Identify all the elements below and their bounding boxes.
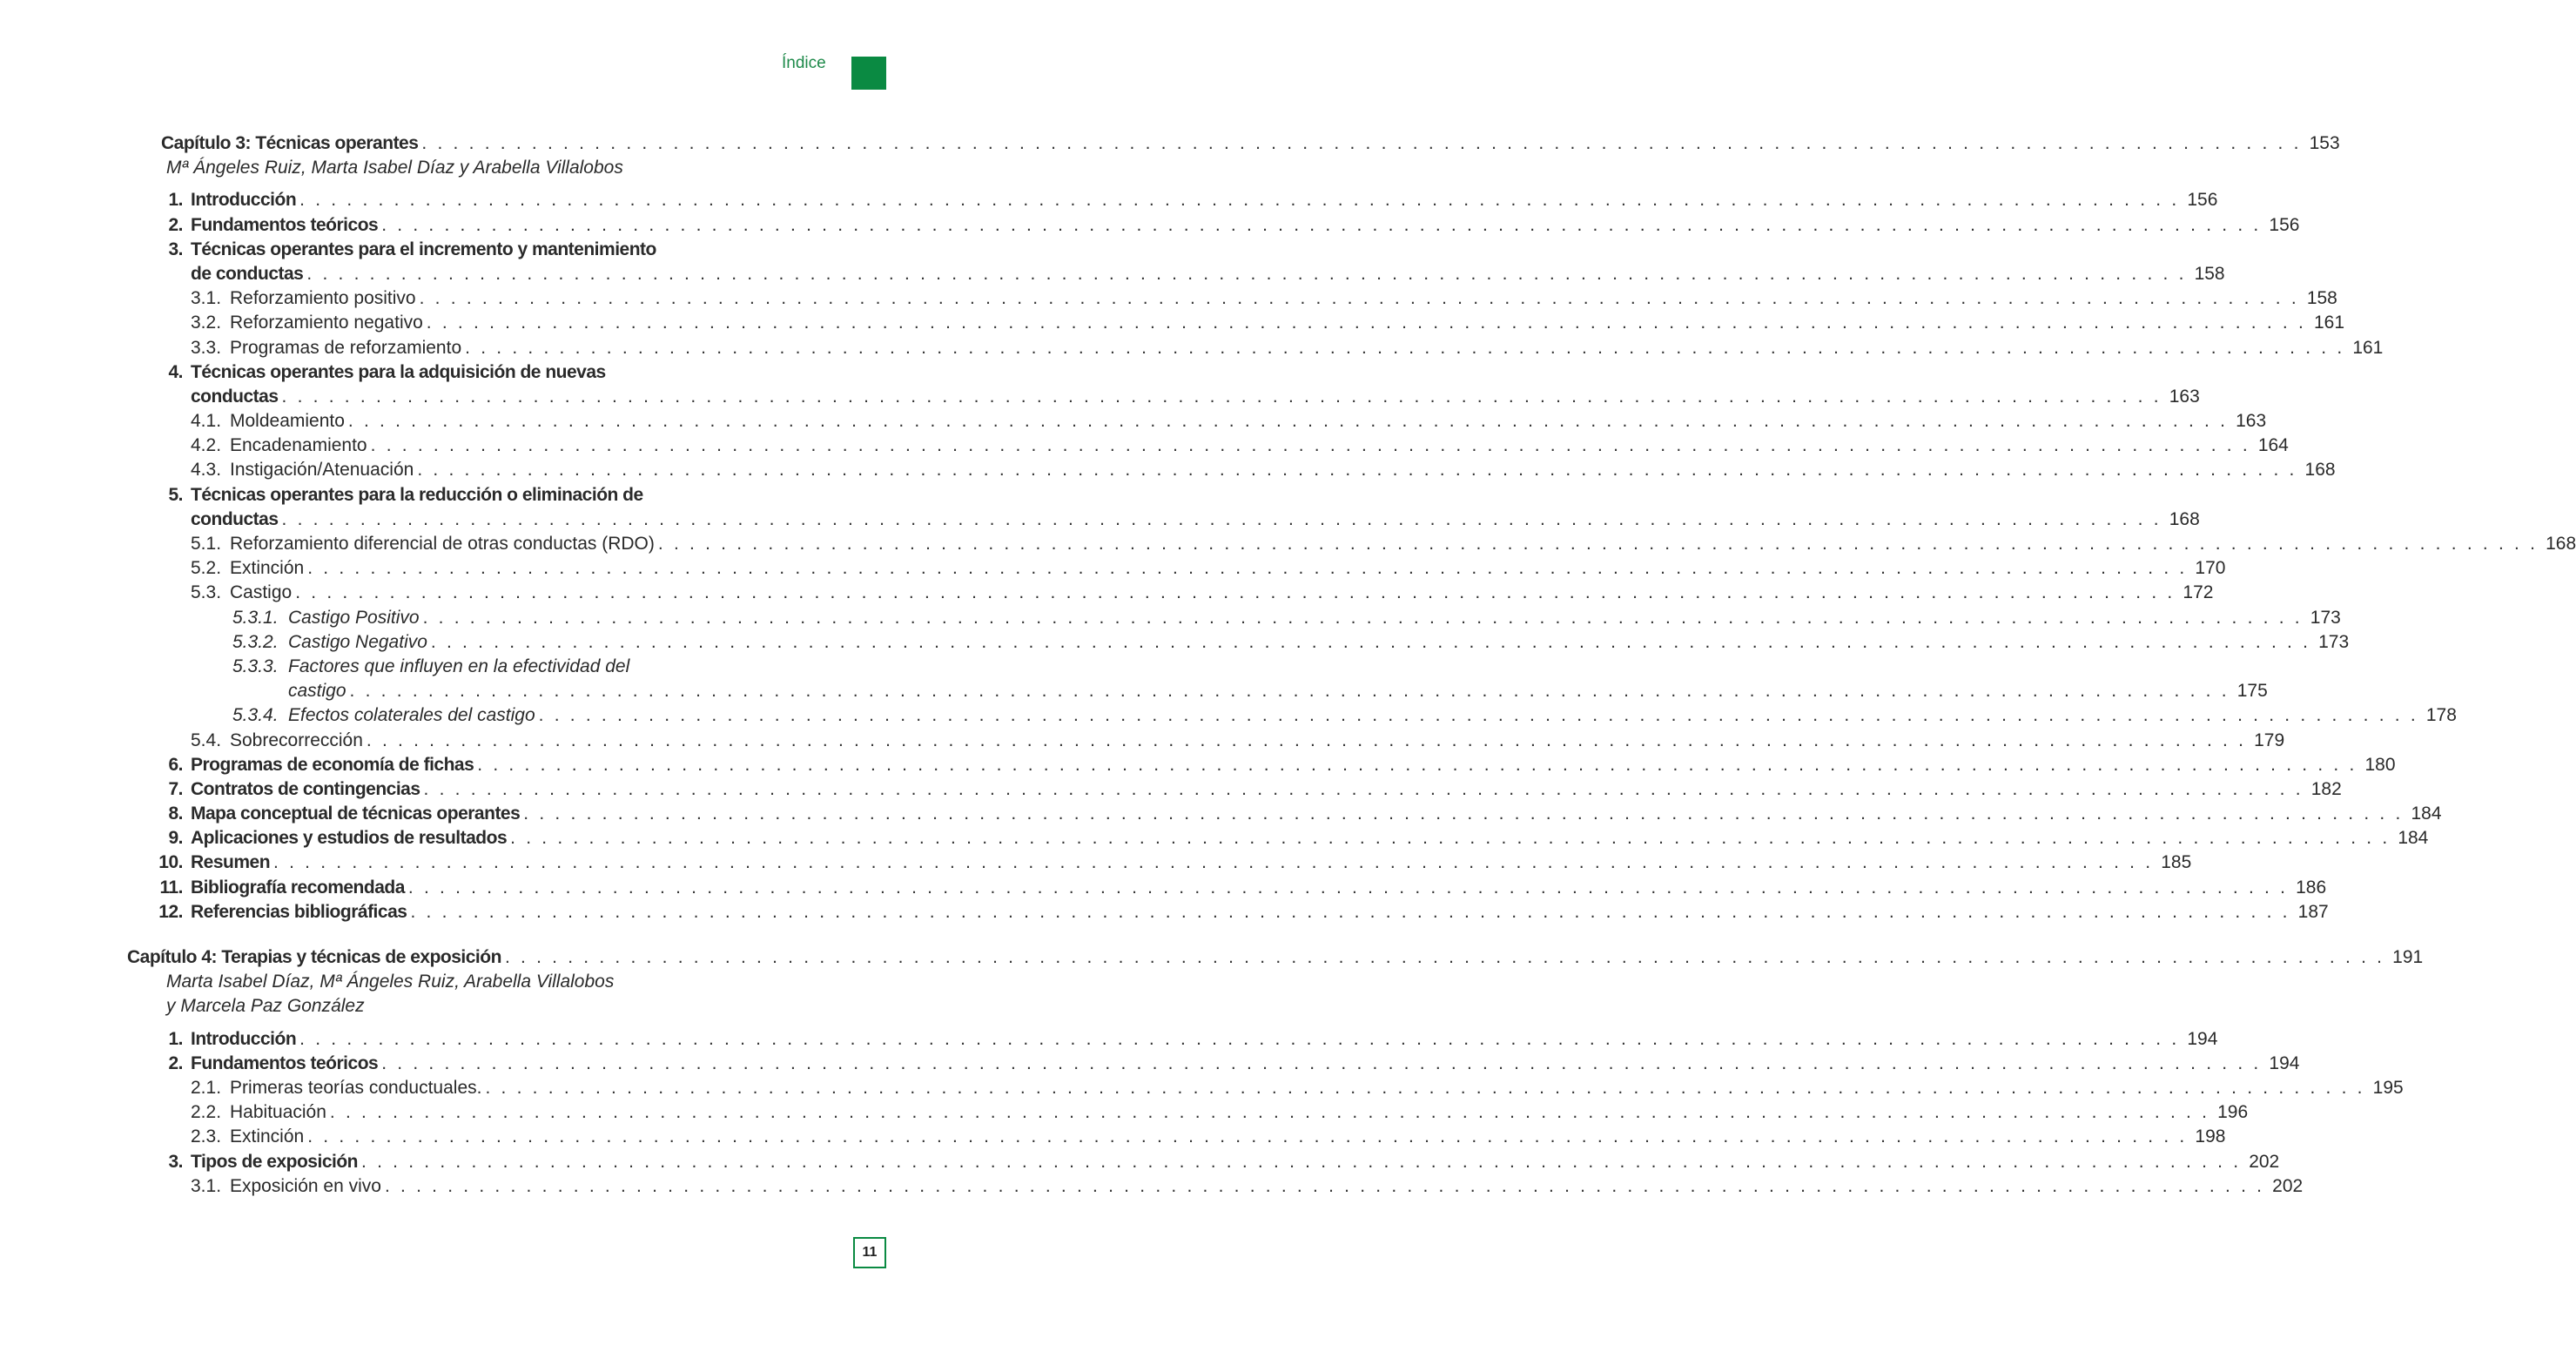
toc-entry[interactable] [0, 729, 2285, 753]
dot-leader: . . . . . . . . . . . . . . . . . . . . . . . . . . . . . . . . . . . . . . . . . . . . . . . . . . . . . . . . . . . . . . . . . . . . . . . . . . . . . . . . . . . . . . . . . . . . . . . . . . . . . . . . . . . . . . . . . . . . . . . . [423, 778, 2304, 799]
entry-line [191, 262, 2225, 286]
author-line: Mª Ángeles Ruiz, Marta Isabel Díaz y Arabella Villalobos [166, 158, 623, 178]
entry-line [191, 1150, 2280, 1174]
entry-number: 5.3.2. [232, 631, 279, 652]
entry-page: 164 [2257, 435, 2289, 456]
toc-entry[interactable] [0, 213, 2300, 238]
author-line: y Marcela Paz González [166, 996, 365, 1017]
entry-number: 2.3. [191, 1126, 222, 1147]
dot-leader: . . . . . . . . . . . . . . . . . . . . . . . . . . . . . . . . . . . . . . . . . . . . . . . . . . . . . . . . . . . . . . . . . . . . . . . . . . . . . . . . . . . . . . . . . . . . . . . . . . . . . . . . . . . . . . . . . . . . . . . . [510, 828, 2391, 849]
toc-entry[interactable] [0, 1150, 2280, 1174]
dot-leader: . . . . . . . . . . . . . . . . . . . . . . . . . . . . . . . . . . . . . . . . . . . . . . . . . . . . . . . . . . . . . . . . . . . . . . . . . . . . . . . . . . . . . . . . . . . . . . . . . . . . . . . . . . . . . . . . . . . . . . . . [306, 263, 2187, 284]
entry-title: Introducción [191, 1028, 297, 1049]
entry-line [230, 532, 2576, 556]
entry-number: 7. [168, 778, 183, 799]
entry-title: Extinción [230, 558, 305, 579]
entry-number: 8. [168, 804, 183, 824]
entry-page: 198 [2195, 1126, 2226, 1147]
entry-title: Técnicas operantes para la reducción o eliminación de [191, 484, 643, 505]
entry-number: 3.1. [191, 288, 222, 309]
entry-page: 161 [2352, 337, 2384, 358]
entry-line [230, 409, 2267, 434]
dot-leader: . . . . . . . . . . . . . . . . . . . . . . . . . . . . . . . . . . . . . . . . . . . . . . . . . . . . . . . . . . . . . . . . . . . . . . . . . . . . . . . . . . . . . . . . . . . . . . . . . . . . . . . . . . . . . . . . . . . . . . . . [426, 313, 2307, 333]
dot-leader: . . . . . . . . . . . . . . . . . . . . . . . . . . . . . . . . . . . . . . . . . . . . . . . . . . . . . . . . . . . . . . . . . . . . . . . . . . . . . . . . . . . . . . . . . . . . . . . . . . . . . . . . . . . . . . . . . . . . . . . . [281, 508, 2162, 529]
entry-page: 156 [2269, 214, 2300, 235]
entry-line [288, 606, 2341, 630]
toc-entry[interactable] [0, 703, 2457, 728]
toc-entry[interactable] [0, 851, 2192, 875]
entry-number: 5.3.3. [232, 656, 279, 676]
author-line: Marta Isabel Díaz, Mª Ángeles Ruiz, Arabella Villalobos [166, 972, 615, 992]
entry-title: Moldeamiento [230, 411, 345, 432]
entry-title: conductas [191, 386, 279, 407]
entry-title: Capítulo 4: Terapias y técnicas de exposición [127, 947, 501, 967]
entry-line [191, 385, 2200, 409]
entry-line [191, 1052, 2300, 1076]
entry-title: Factores que influyen en la efectividad del [288, 656, 630, 676]
chapter-heading[interactable] [0, 945, 2424, 970]
entry-number: 5.1. [191, 534, 222, 554]
entry-title: Reforzamiento positivo [230, 288, 416, 309]
entry-number: 3. [168, 239, 183, 259]
entry-page: 194 [2187, 1028, 2218, 1049]
entry-title: Programas de economía de fichas [191, 754, 474, 775]
entry-title: Castigo [230, 582, 293, 603]
dot-leader: . . . . . . . . . . . . . . . . . . . . . . . . . . . . . . . . . . . . . . . . . . . . . . . . . . . . . . . . . . . . . . . . . . . . . . . . . . . . . . . . . . . . . . . . . . . . . . . . . . . . . . . . . . . . . . . . . . . . . . . . [465, 337, 2345, 358]
entry-page: 187 [2297, 901, 2329, 922]
entry-number: 2.2. [191, 1102, 222, 1123]
dot-leader: . . . . . . . . . . . . . . . . . . . . . . . . . . . . . . . . . . . . . . . . . . . . . . . . . . . . . . . . . . . . . . . . . . . . . . . . . . . . . . . . . . . . . . . . . . . . . . . . . . . . . . . . . . . . . . . . . . . . . . . . [477, 754, 2357, 775]
entry-number: 6. [168, 754, 183, 775]
entry-number: 5.2. [191, 558, 222, 579]
toc-entry[interactable] [0, 311, 2345, 335]
entry-title: Habituación [230, 1102, 326, 1123]
dot-leader: . . . . . . . . . . . . . . . . . . . . . . . . . . . . . . . . . . . . . . . . . . . . . . . . . . . . . . . . . . . . . . . . . . . . . . . . . . . . . . . . . . . . . . . . . . . . . . . . . . . . . . . . . . . . . . . . . . . . . . . . [307, 1126, 2188, 1147]
entry-line [230, 581, 2214, 605]
table-of-contents [0, 131, 2576, 1199]
entry-line [191, 508, 2200, 532]
toc-entry[interactable] [0, 409, 2267, 434]
toc-entry[interactable] [0, 581, 2214, 605]
entry-line [191, 802, 2442, 826]
entry-line [230, 1174, 2304, 1199]
entry-line [230, 286, 2337, 311]
entry-page: 184 [2398, 828, 2429, 849]
entry-title: Mapa conceptual de técnicas operantes [191, 804, 521, 824]
dot-leader: . . . . . . . . . . . . . . . . . . . . . . . . . . . . . . . . . . . . . . . . . . . . . . . . . . . . . . . . . . . . . . . . . . . . . . . . . . . . . . . . . . . . . . . . . . . . . . . . . . . . . . . . . . . . . . . . . . . . . . . . [281, 386, 2162, 407]
toc-entry[interactable] [0, 360, 940, 385]
dot-leader: . . . . . . . . . . . . . . . . . . . . . . . . . . . . . . . . . . . . . . . . . . . . . . . . . . . . . . . . . . . . . . . . . . . . . . . . . . . . . . . . . . . . . . . . . . . . . . . . . . . . . . . . . . . . . . . . . . . . . . . . [307, 558, 2188, 579]
toc-entry[interactable] [0, 434, 2289, 458]
dot-leader: . . . . . . . . . . . . . . . . . . . . . . . . . . . . . . . . . . . . . . . . . . . . . . . . . . . . . . . . . . . . . . . . . . . . . . . . . . . . . . . . . . . . . . . . . . . . . . . . . . . . . . . . . . . . . . . . . . . . . . . . [657, 534, 2539, 554]
entry-title: Capítulo 3: Técnicas operantes [161, 133, 419, 153]
entry-line [191, 826, 2429, 851]
entry-page: 173 [2310, 607, 2341, 628]
toc-entry[interactable] [0, 655, 940, 679]
entry-line [191, 238, 698, 262]
dot-leader: . . . . . . . . . . . . . . . . . . . . . . . . . . . . . . . . . . . . . . . . . . . . . . . . . . . . . . . . . . . . . . . . . . . . . . . . . . . . . . . . . . . . . . . . . . . . . . . . . . . . . . . . . . . . . . . . . . . . . . . . [485, 1077, 2365, 1098]
dot-leader: . . . . . . . . . . . . . . . . . . . . . . . . . . . . . . . . . . . . . . . . . . . . . . . . . . . . . . . . . . . . . . . . . . . . . . . . . . . . . . . . . . . . . . . . . . . . . . . . . . . . . . . . . . . . . . . . . . . . . . . . [419, 288, 2299, 309]
entry-title: Efectos colaterales del castigo [288, 705, 535, 726]
entry-line [191, 360, 698, 385]
chapter-authors [0, 156, 940, 180]
entry-title: Técnicas operantes para el incremento y mantenimiento [191, 239, 656, 259]
dot-leader: . . . . . . . . . . . . . . . . . . . . . . . . . . . . . . . . . . . . . . . . . . . . . . . . . . . . . . . . . . . . . . . . . . . . . . . . . . . . . . . . . . . . . . . . . . . . . . . . . . . . . . . . . . . . . . . . . . . . . . . . [329, 1102, 2210, 1123]
toc-entry[interactable] [0, 1174, 2304, 1199]
entry-title: Reforzamiento negativo [230, 313, 423, 333]
toc-entry[interactable] [0, 556, 2226, 581]
entry-number: 10. [158, 852, 183, 873]
entry-line [288, 630, 2350, 655]
section-color-tab [851, 57, 886, 90]
toc-entry[interactable] [0, 826, 2429, 851]
entry-line [191, 1027, 2218, 1052]
entry-title: conductas [191, 508, 279, 529]
entry-number: 1. [168, 1028, 183, 1049]
dot-leader: . . . . . . . . . . . . . . . . . . . . . . . . . . . . . . . . . . . . . . . . . . . . . . . . . . . . . . . . . . . . . . . . . . . . . . . . . . . . . . . . . . . . . . . . . . . . . . . . . . . . . . . . . . . . . . . . . . . . . . . . [430, 631, 2311, 652]
entry-number: 5.3. [191, 582, 222, 603]
entry-line [191, 900, 2329, 925]
entry-number: 9. [168, 828, 183, 849]
entry-line [191, 213, 2300, 238]
entry-page: 186 [2296, 877, 2327, 898]
dot-leader: . . . . . . . . . . . . . . . . . . . . . . . . . . . . . . . . . . . . . . . . . . . . . . . . . . . . . . . . . . . . . . . . . . . . . . . . . . . . . . . . . . . . . . . . . . . . . . . . . . . . . . . . . . . . . . . . . . . . . . . . [370, 435, 2250, 456]
toc-entry[interactable] [0, 1125, 2226, 1149]
toc-entry-continuation[interactable] [0, 679, 2268, 703]
entry-title: castigo [288, 681, 346, 702]
entry-page: 172 [2183, 582, 2214, 603]
dot-leader: . . . . . . . . . . . . . . . . . . . . . . . . . . . . . . . . . . . . . . . . . . . . . . . . . . . . . . . . . . . . . . . . . . . . . . . . . . . . . . . . . . . . . . . . . . . . . . . . . . . . . . . . . . . . . . . . . . . . . . . . [523, 804, 2404, 824]
entry-page: 185 [2161, 852, 2192, 873]
dot-leader: . . . . . . . . . . . . . . . . . . . . . . . . . . . . . . . . . . . . . . . . . . . . . . . . . . . . . . . . . . . . . . . . . . . . . . . . . . . . . . . . . . . . . . . . . . . . . . . . . . . . . . . . . . . . . . . . . . . . . . . . [273, 852, 2154, 873]
toc-entry[interactable] [0, 1027, 2218, 1052]
entry-page: 156 [2187, 190, 2218, 211]
entry-line [191, 876, 2327, 900]
entry-page: 173 [2318, 631, 2350, 652]
toc-entry[interactable] [0, 286, 2337, 311]
entry-title: Programas de reforzamiento [230, 337, 462, 358]
entry-page: 168 [2304, 460, 2336, 481]
entry-page: 161 [2314, 313, 2345, 333]
entry-title: Castigo Negativo [288, 631, 427, 652]
entry-title: Instigación/Atenuación [230, 460, 414, 481]
dot-leader: . . . . . . . . . . . . . . . . . . . . . . . . . . . . . . . . . . . . . . . . . . . . . . . . . . . . . . . . . . . . . . . . . . . . . . . . . . . . . . . . . . . . . . . . . . . . . . . . . . . . . . . . . . . . . . . . . . . . . . . . [421, 133, 2302, 153]
entry-page: 196 [2217, 1102, 2249, 1123]
entry-line [288, 703, 2457, 728]
entry-line [230, 729, 2285, 753]
entry-page: 158 [2194, 263, 2225, 284]
toc-entry[interactable] [0, 777, 2342, 802]
entry-title: Introducción [191, 190, 297, 211]
entry-page: 163 [2169, 386, 2200, 407]
entry-page: 182 [2310, 778, 2342, 799]
dot-leader: . . . . . . . . . . . . . . . . . . . . . . . . . . . . . . . . . . . . . . . . . . . . . . . . . . . . . . . . . . . . . . . . . . . . . . . . . . . . . . . . . . . . . . . . . . . . . . . . . . . . . . . . . . . . . . . . . . . . . . . . [295, 582, 2176, 603]
entry-number: 4.3. [191, 460, 222, 481]
entry-number: 3.1. [191, 1175, 222, 1196]
entry-page: 170 [2195, 558, 2226, 579]
entry-title: Sobrecorrección [230, 730, 363, 750]
toc-entry[interactable] [0, 458, 2336, 482]
entry-number: 3. [168, 1151, 183, 1172]
toc-entry[interactable] [0, 336, 2384, 360]
entry-page: 178 [2425, 705, 2457, 726]
entry-page: 194 [2269, 1052, 2300, 1073]
dot-leader: . . . . . . . . . . . . . . . . . . . . . . . . . . . . . . . . . . . . . . . . . . . . . . . . . . . . . . . . . . . . . . . . . . . . . . . . . . . . . . . . . . . . . . . . . . . . . . . . . . . . . . . . . . . . . . . . . . . . . . . . [299, 1028, 2180, 1049]
toc-entry[interactable] [0, 188, 2218, 212]
toc-entry[interactable] [0, 753, 2396, 777]
entry-title: Referencias bibliográficas [191, 901, 407, 922]
entry-title: Tipos de exposición [191, 1151, 358, 1172]
entry-title: Fundamentos teóricos [191, 1052, 379, 1073]
entry-title: Resumen [191, 852, 271, 873]
dot-leader: . . . . . . . . . . . . . . . . . . . . . . . . . . . . . . . . . . . . . . . . . . . . . . . . . . . . . . . . . . . . . . . . . . . . . . . . . . . . . . . . . . . . . . . . . . . . . . . . . . . . . . . . . . . . . . . . . . . . . . . . [381, 214, 2262, 235]
entry-title: Bibliografía recomendada [191, 877, 405, 898]
entry-number: 4.1. [191, 411, 222, 432]
entry-line [230, 556, 2226, 581]
entry-number: 1. [168, 190, 183, 211]
entry-title: Contratos de contingencias [191, 778, 420, 799]
entry-number: 5. [168, 484, 183, 505]
entry-number: 12. [158, 901, 183, 922]
dot-leader: . . . . . . . . . . . . . . . . . . . . . . . . . . . . . . . . . . . . . . . . . . . . . . . . . . . . . . . . . . . . . . . . . . . . . . . . . . . . . . . . . . . . . . . . . . . . . . . . . . . . . . . . . . . . . . . . . . . . . . . . [299, 190, 2180, 211]
entry-line [230, 1100, 2249, 1125]
entry-title: Fundamentos teóricos [191, 214, 379, 235]
entry-line [230, 434, 2289, 458]
entry-line [191, 777, 2342, 802]
dot-leader: . . . . . . . . . . . . . . . . . . . . . . . . . . . . . . . . . . . . . . . . . . . . . . . . . . . . . . . . . . . . . . . . . . . . . . . . . . . . . . . . . . . . . . . . . . . . . . . . . . . . . . . . . . . . . . . . . . . . . . . . [410, 901, 2290, 922]
entry-title: Técnicas operantes para la adquisición de nuevas [191, 361, 606, 382]
entry-line [288, 655, 698, 679]
section-label: Índice [782, 54, 826, 72]
entry-title: Encadenamiento [230, 435, 367, 456]
entry-number: 3.2. [191, 313, 222, 333]
dot-leader: . . . . . . . . . . . . . . . . . . . . . . . . . . . . . . . . . . . . . . . . . . . . . . . . . . . . . . . . . . . . . . . . . . . . . . . . . . . . . . . . . . . . . . . . . . . . . . . . . . . . . . . . . . . . . . . . . . . . . . . . [381, 1052, 2262, 1073]
toc-entry[interactable] [0, 876, 2327, 900]
entry-page: 180 [2364, 754, 2396, 775]
toc-entry[interactable] [0, 900, 2329, 925]
dot-leader: . . . . . . . . . . . . . . . . . . . . . . . . . . . . . . . . . . . . . . . . . . . . . . . . . . . . . . . . . . . . . . . . . . . . . . . . . . . . . . . . . . . . . . . . . . . . . . . . . . . . . . . . . . . . . . . . . . . . . . . . [349, 681, 2230, 702]
dot-leader: . . . . . . . . . . . . . . . . . . . . . . . . . . . . . . . . . . . . . . . . . . . . . . . . . . . . . . . . . . . . . . . . . . . . . . . . . . . . . . . . . . . . . . . . . . . . . . . . . . . . . . . . . . . . . . . . . . . . . . . . [361, 1151, 2242, 1172]
dot-leader: . . . . . . . . . . . . . . . . . . . . . . . . . . . . . . . . . . . . . . . . . . . . . . . . . . . . . . . . . . . . . . . . . . . . . . . . . . . . . . . . . . . . . . . . . . . . . . . . . . . . . . . . . . . . . . . . . . . . . . . . [366, 730, 2247, 750]
entry-number: 5.3.1. [232, 607, 279, 628]
chapter-heading[interactable] [0, 131, 2340, 156]
entry-title: Castigo Positivo [288, 607, 420, 628]
dot-leader: . . . . . . . . . . . . . . . . . . . . . . . . . . . . . . . . . . . . . . . . . . . . . . . . . . . . . . . . . . . . . . . . . . . . . . . . . . . . . . . . . . . . . . . . . . . . . . . . . . . . . . . . . . . . . . . . . . . . . . . . [384, 1175, 2265, 1196]
entry-page: 168 [2169, 508, 2200, 529]
chapter-authors [0, 994, 940, 1019]
dot-leader: . . . . . . . . . . . . . . . . . . . . . . . . . . . . . . . . . . . . . . . . . . . . . . . . . . . . . . . . . . . . . . . . . . . . . . . . . . . . . . . . . . . . . . . . . . . . . . . . . . . . . . . . . . . . . . . . . . . . . . . . [407, 877, 2289, 898]
toc-entry[interactable] [0, 802, 2442, 826]
entry-page: 202 [2272, 1175, 2304, 1196]
dot-leader: . . . . . . . . . . . . . . . . . . . . . . . . . . . . . . . . . . . . . . . . . . . . . . . . . . . . . . . . . . . . . . . . . . . . . . . . . . . . . . . . . . . . . . . . . . . . . . . . . . . . . . . . . . . . . . . . . . . . . . . . [538, 705, 2418, 726]
entry-title: de conductas [191, 263, 304, 284]
toc-entry[interactable] [0, 1052, 2300, 1076]
entry-number: 5.3.4. [232, 705, 279, 726]
entry-line [230, 1076, 2404, 1100]
toc-entry-continuation[interactable] [0, 385, 2200, 409]
entry-number: 2. [168, 214, 183, 235]
entry-number: 4. [168, 361, 183, 382]
entry-line [191, 483, 698, 508]
toc-entry[interactable] [0, 630, 2350, 655]
entry-number: 4.2. [191, 435, 222, 456]
entry-line [161, 131, 2340, 156]
entry-title: Aplicaciones y estudios de resultados [191, 828, 508, 849]
chapter-authors [0, 970, 940, 994]
entry-line [191, 753, 2396, 777]
entry-page: 184 [2411, 804, 2442, 824]
toc-entry-continuation[interactable] [0, 508, 2200, 532]
toc-entry[interactable] [0, 1100, 2249, 1125]
entry-page: 163 [2236, 411, 2267, 432]
dot-leader: . . . . . . . . . . . . . . . . . . . . . . . . . . . . . . . . . . . . . . . . . . . . . . . . . . . . . . . . . . . . . . . . . . . . . . . . . . . . . . . . . . . . . . . . . . . . . . . . . . . . . . . . . . . . . . . . . . . . . . . . [417, 460, 2297, 481]
dot-leader: . . . . . . . . . . . . . . . . . . . . . . . . . . . . . . . . . . . . . . . . . . . . . . . . . . . . . . . . . . . . . . . . . . . . . . . . . . . . . . . . . . . . . . . . . . . . . . . . . . . . . . . . . . . . . . . . . . . . . . . . [504, 947, 2385, 967]
entry-line [230, 336, 2384, 360]
entry-page: 168 [2546, 534, 2576, 554]
entry-page: 191 [2392, 947, 2424, 967]
entry-line [230, 1125, 2226, 1149]
entry-number: 3.3. [191, 337, 222, 358]
page-number: 11 [853, 1237, 886, 1268]
entry-number: 2.1. [191, 1077, 222, 1098]
entry-page: 195 [2372, 1077, 2404, 1098]
toc-entry-continuation[interactable] [0, 262, 2225, 286]
entry-title: Extinción [230, 1126, 305, 1147]
entry-page: 153 [2309, 133, 2340, 153]
entry-number: 2. [168, 1052, 183, 1073]
entry-page: 179 [2254, 730, 2285, 750]
toc-entry[interactable] [0, 606, 2341, 630]
entry-number: 5.4. [191, 730, 222, 750]
entry-line [191, 188, 2218, 212]
toc-entry[interactable] [0, 1076, 2404, 1100]
entry-title: Exposición en vivo [230, 1175, 381, 1196]
dot-leader: . . . . . . . . . . . . . . . . . . . . . . . . . . . . . . . . . . . . . . . . . . . . . . . . . . . . . . . . . . . . . . . . . . . . . . . . . . . . . . . . . . . . . . . . . . . . . . . . . . . . . . . . . . . . . . . . . . . . . . . . [422, 607, 2303, 628]
entry-line [127, 945, 2424, 970]
toc-entry[interactable] [0, 483, 940, 508]
entry-line [230, 458, 2336, 482]
entry-line [230, 311, 2345, 335]
entry-line [191, 851, 2192, 875]
entry-line [288, 679, 2268, 703]
toc-entry[interactable] [0, 532, 2576, 556]
dot-leader: . . . . . . . . . . . . . . . . . . . . . . . . . . . . . . . . . . . . . . . . . . . . . . . . . . . . . . . . . . . . . . . . . . . . . . . . . . . . . . . . . . . . . . . . . . . . . . . . . . . . . . . . . . . . . . . . . . . . . . . . [347, 411, 2229, 432]
entry-number: 11. [159, 877, 183, 898]
entry-page: 175 [2236, 681, 2268, 702]
toc-entry[interactable] [0, 238, 940, 262]
entry-title: Reforzamiento diferencial de otras conductas (RDO) [230, 534, 655, 554]
entry-page: 202 [2249, 1151, 2280, 1172]
entry-title: Primeras teorías conductuales. [230, 1077, 482, 1098]
entry-page: 158 [2306, 288, 2337, 309]
